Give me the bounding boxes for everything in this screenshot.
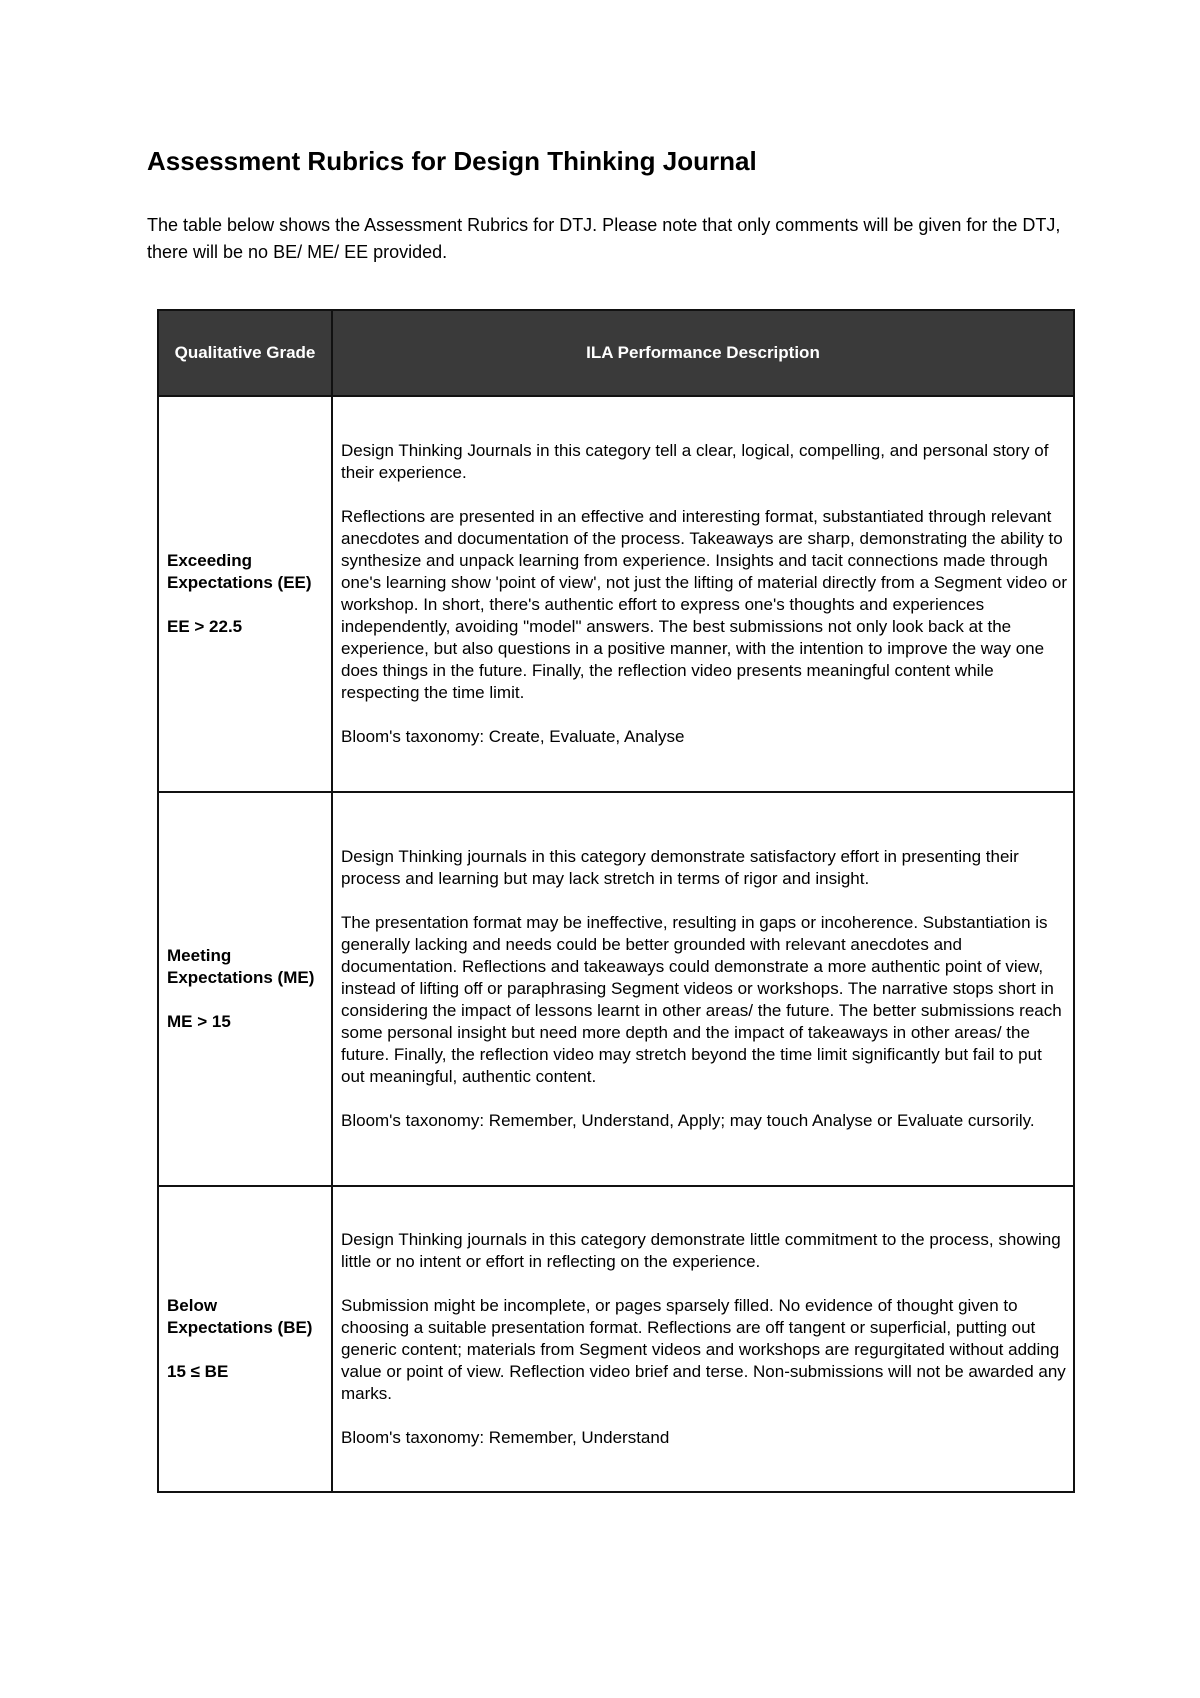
grade-name: Below Expectations (BE) [167, 1296, 313, 1337]
table-header-row [158, 310, 1074, 396]
table-row-exceeding-expectations [158, 396, 1074, 792]
grade-cell [158, 1186, 332, 1492]
blooms-taxonomy-text: Bloom's taxonomy: Remember, Understand [341, 1428, 670, 1447]
description-paragraph: Reflections are presented in an effective and interesting format, substantiated through relevant anecdotes and documentation of the process. Takeaways are sharp, demonstrating the ability to synthesize and unpack learning from experience. Insights and tacit connections made through one's learning show 'point of view', not just the lifting of material directly from a Segment video or workshop. In short, there's authentic effort to express one's thoughts and experiences independently, avoiding "model" answers. The best submissions not only look back at the experience, but also questions in a positive manner, with the intention to improve the way one does things in the future. Finally, the reflection video presents meaningful content while respecting the time limit. [341, 507, 1067, 702]
description-paragraph: The presentation format may be ineffective, resulting in gaps or incoherence. Substantiation is generally lacking and needs could be better grounded with relevant anecdotes and documentation. Reflections and takeaways could demonstrate a more authentic point of view, instead of lifting off or paraphrasing Segment videos or workshops. The narrative stops short in considering the impact of lessons learnt in other areas/ the future. The better submissions reach some personal insight but need more depth and the impact of takeaways in other areas/ the future. Finally, the reflection video may stretch beyond the time limit significantly but fail to put out meaningful, authentic content. [341, 913, 1062, 1086]
grade-name: Meeting Expectations (ME) [167, 946, 315, 987]
grade-name: Exceeding Expectations (EE) [167, 551, 312, 592]
table-row-below-expectations [158, 1186, 1074, 1492]
page-title: Assessment Rubrics for Design Thinking Journal [147, 146, 757, 176]
intro-paragraph: The table below shows the Assessment Rubrics for DTJ. Please note that only comments will be given for the DTJ, there will be no BE/ ME/ EE provided. [147, 215, 1061, 262]
grade-cell [158, 792, 332, 1186]
header-qualitative-grade: Qualitative Grade [158, 310, 332, 396]
description-cell [332, 792, 1074, 1186]
description-cell [332, 1186, 1074, 1492]
grade-cell [158, 396, 332, 792]
description-paragraph: Submission might be incomplete, or pages sparsely filled. No evidence of thought given to choosing a suitable presentation format. Reflections are off tangent or superficial, putting out generic content; materials from Segment videos and workshops are regurgitated without adding value or point of view. Reflection video brief and terse. Non-submissions will not be awarded any marks. [341, 1296, 1066, 1403]
header-ila-performance-description: ILA Performance Description [332, 310, 1074, 396]
grade-score: ME > 15 [167, 1012, 231, 1031]
grade-score: 15 ≤ BE [167, 1362, 229, 1381]
table-row-meeting-expectations [158, 792, 1074, 1186]
description-paragraph: Design Thinking journals in this category demonstrate little commitment to the process, showing little or no intent or effort in reflecting on the experience. [341, 1230, 1061, 1271]
grade-score: EE > 22.5 [167, 617, 243, 636]
description-paragraph: Design Thinking Journals in this category tell a clear, logical, compelling, and personal story of their experience. [341, 441, 1049, 482]
blooms-taxonomy-text: Bloom's taxonomy: Create, Evaluate, Analyse [341, 727, 685, 746]
rubric-table [157, 309, 1075, 1493]
description-paragraph: Design Thinking journals in this category demonstrate satisfactory effort in presenting their process and learning but may lack stretch in terms of rigor and insight. [341, 847, 1019, 888]
description-cell [332, 396, 1074, 792]
blooms-taxonomy-text: Bloom's taxonomy: Remember, Understand, Apply; may touch Analyse or Evaluate cursorily. [341, 1111, 1035, 1130]
